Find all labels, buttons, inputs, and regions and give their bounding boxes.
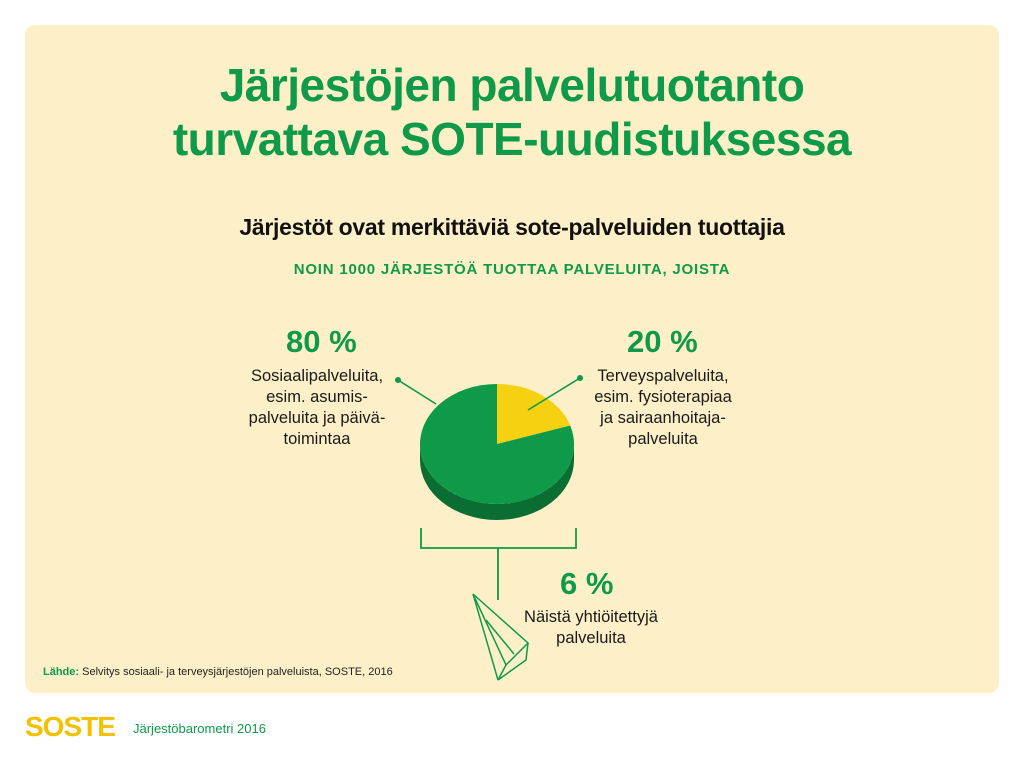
source-label: Lähde: <box>43 666 80 678</box>
left-percentage: 80 % <box>286 324 357 359</box>
subtitle: Järjestöt ovat merkittäviä sote-palveluiden tuottajia <box>239 214 785 240</box>
bracket <box>421 528 576 548</box>
right-percentage: 20 % <box>627 324 698 359</box>
bottom-description: Näistä yhtiöitettyjä palveluita <box>524 608 658 647</box>
right-description: Terveyspalveluita, esim. fysioterapiaa ja sairaanhoitaja- palveluita <box>594 367 732 448</box>
pie-group <box>420 384 574 520</box>
left-connector-line <box>398 380 436 404</box>
wedge-slice-icon <box>473 594 528 680</box>
right-connector-dot <box>577 375 583 381</box>
soste-logo: SOSTE <box>25 711 115 742</box>
source-text: Selvitys sosiaali- ja terveysjärjestöjen palveluista, SOSTE, 2016 <box>82 666 393 678</box>
caps-intro: NOIN 1000 JÄRJESTÖÄ TUOTTAA PALVELUITA, JOISTA <box>293 261 731 278</box>
title-line-1: Järjestöjen palvelutuotanto <box>219 59 805 111</box>
bottom-percentage: 6 % <box>560 566 614 601</box>
left-connector-dot <box>395 377 401 383</box>
title-line-2: turvattava SOTE-uudistuksessa <box>172 113 852 165</box>
source-note <box>43 666 393 678</box>
left-description: Sosiaalipalveluita, esim. asumis- palveluita ja päivä- toimintaa <box>248 367 386 448</box>
footer-text: Järjestöbarometri 2016 <box>133 721 266 736</box>
